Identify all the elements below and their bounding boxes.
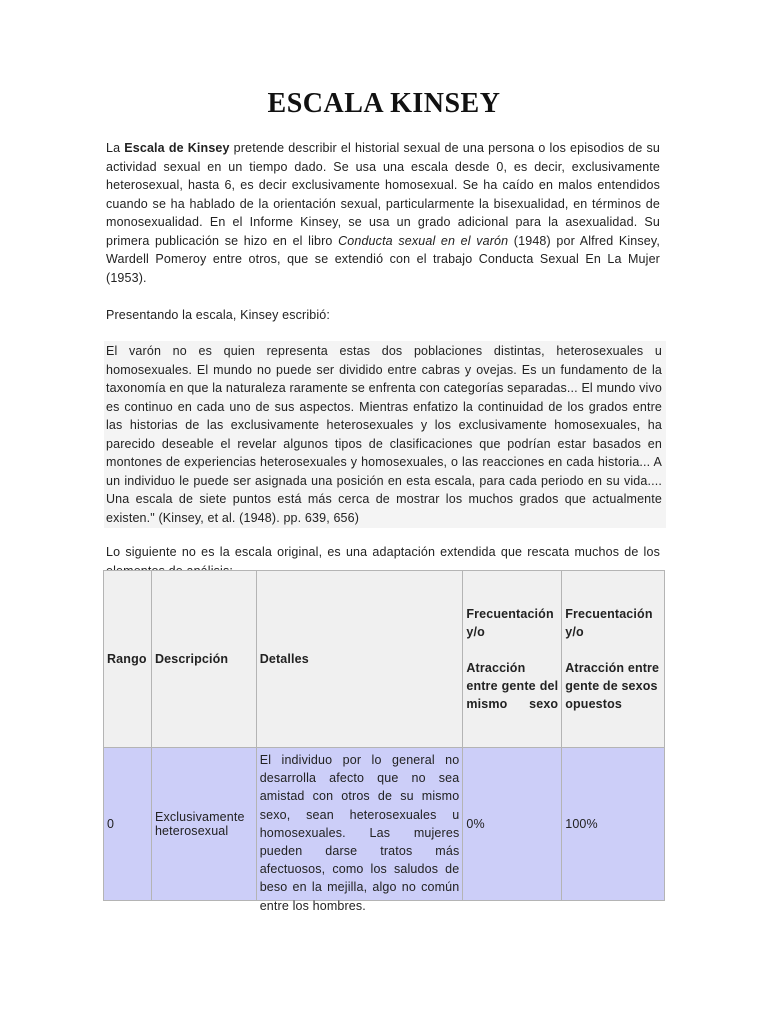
header-freq-opp-a: Frecuentación y/o <box>565 607 653 639</box>
cell-descripcion: Exclusivamente heterosexual <box>151 748 256 901</box>
cell-detalles <box>256 748 463 913</box>
cell-detalles-text: El individuo por lo general no desarrolla afecto que no sea amistad con otros de su mismo sexo, sean heterosexuales u homosexuales. Las mujeres pueden darse tratos más afectuosos, como los saludos de beso en la mejilla, algo no común entre los hombres. <box>259 753 460 913</box>
following-paragraph: Lo siguiente no es la escala original, es una adaptación extendida que rescata muchos de los <box>106 545 660 559</box>
intro-book-title: Conducta sexual en el varón <box>338 233 509 248</box>
presenting-paragraph: Presentando la escala, Kinsey escribió: <box>106 308 331 322</box>
table-header-row <box>104 571 665 748</box>
intro-bold-term: Escala de Kinsey <box>124 141 230 155</box>
cell-opposite-sex: 100% <box>562 748 665 901</box>
header-freq-same-sex <box>463 571 562 748</box>
intro-post: (1948) por Alfred Kinsey, Wardell Pomeroy entre otros, que se extendió con el trabajo Conducta Sexual En La Mujer (1953). <box>106 233 660 285</box>
page-title: ESCALA KINSEY <box>267 88 501 119</box>
header-freq-same-b: Atracción entre gente del mismo sexo <box>466 661 559 711</box>
cell-rango: 0 <box>104 748 152 901</box>
header-freq-opp-b: Atracción entre gente de sexos opuestos <box>565 661 660 711</box>
header-detalles: Detalles <box>256 571 463 748</box>
header-freq-opposite-sex <box>562 571 665 748</box>
table-row <box>104 748 665 901</box>
cell-same-sex: 0% <box>463 748 562 901</box>
intro-pre: La <box>106 141 125 155</box>
intro-paragraph <box>106 139 660 287</box>
kinsey-quote: El varón no es quien representa estas dos poblaciones distintas, heterosexuales u homosexuales. El mundo no puede ser dividido entre cabras y ovejas. Es un fundamento de la taxonomía en que la naturaleza raramente se enfrenta con categorías separadas... El mundo vivo es continuo en cada uno de sus aspectos. Mientras enfatizo la continuidad de los grados entre las historias de las exclusivamente heterosexuales y los exclusivamente homosexuales, ha parecido deseable el revelar algunos tipos de clasificaciones que podrían estar basados en montones de experiencias heterosexuales y homosexuales, o las reacciones en cada historia... A un individuo le puede ser asignada una posición en esta escala, para cada periodo en su vida.... Una escala de siete puntos está más cerca de mostrar los muchos grados que actualmente existen." (Kinsey, et al. (1948). pp. 639, 656) <box>104 341 666 528</box>
header-rango: Rango <box>104 571 152 748</box>
kinsey-scale-table <box>103 570 665 913</box>
header-descripcion: Descripción <box>151 571 256 748</box>
header-freq-same-a: Frecuentación y/o <box>466 607 554 639</box>
intro-mid: pretende describir el historial sexual de una persona o los episodios de su actividad sexual en un tiempo dado. Se usa una escala desde 0, es decir, exclusivamente heterosexual, hasta 6, es decir exclusivamente homosexual. Se ha caído en malos entendidos cuando se ha hablado de la orientación sexual, particularmente la bisexualidad, en términos de monosexualidad. En el Informe Kinsey, se usa un grado adicional para la asexualidad. Su primera publicación se hizo en el libro <box>106 141 660 248</box>
